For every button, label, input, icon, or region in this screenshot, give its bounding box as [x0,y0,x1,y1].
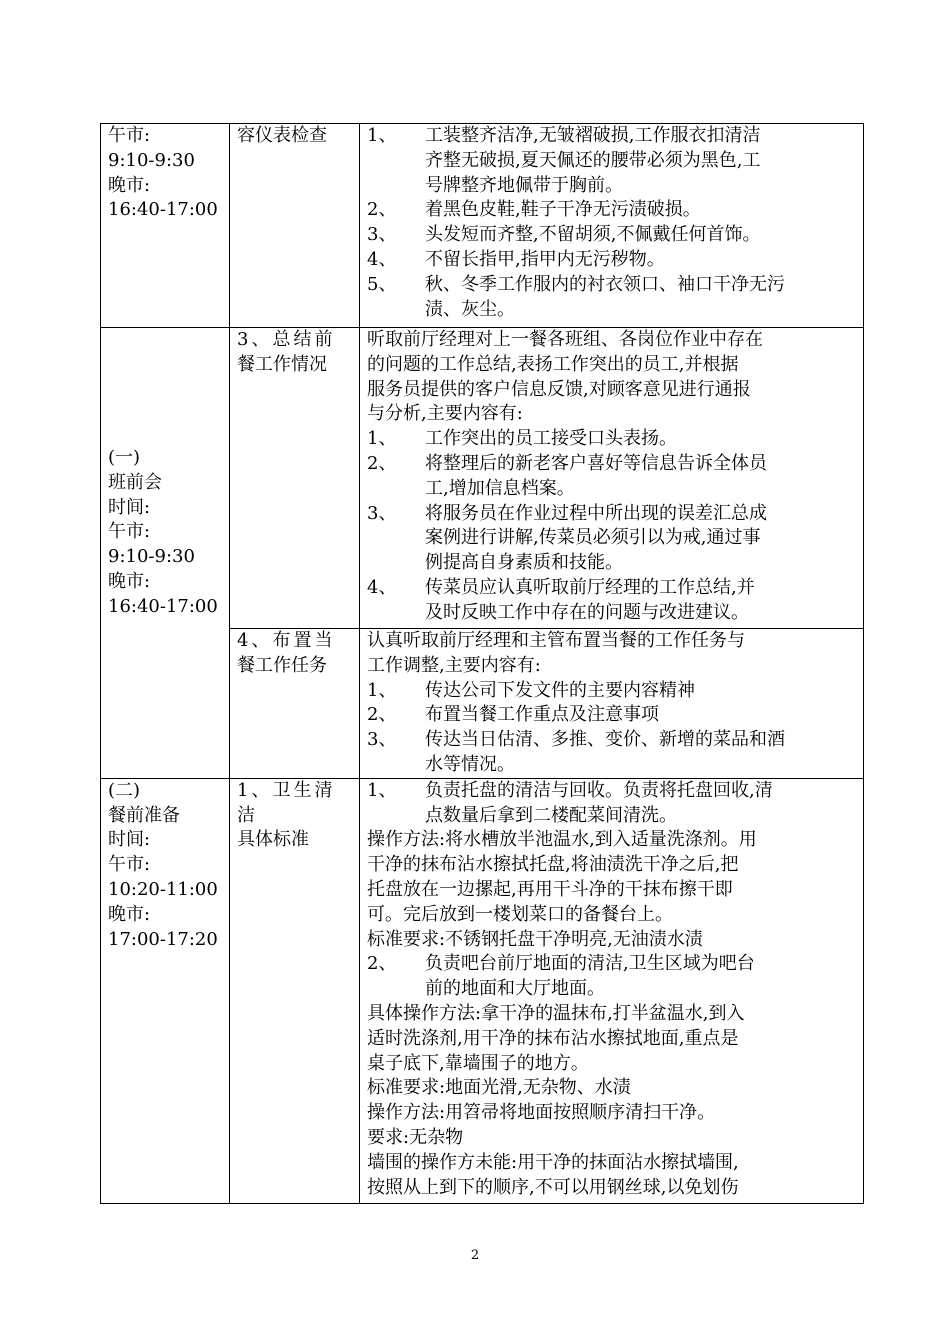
detail-text: 标准要求:不锈钢托盘干净明亮,无油渍水渍 [367,928,703,950]
list-item [367,124,857,198]
item-number: 3、 [367,729,397,751]
item-text: 着黑色皮鞋,鞋子干净无污渍破损。 [425,199,701,221]
list-item [367,248,857,273]
detail-cell [360,328,864,629]
cell-line: 午市: [108,521,151,543]
item-text: 头发短而齐整,不留胡须,不佩戴任何首饰。 [425,224,761,246]
detail-text: 适时洗涤剂,用干净的抹布沾水擦拭地面,重点是 [367,1027,739,1049]
detail-text: 可。完后放到一楼划菜口的备餐台上。 [367,903,673,925]
list-item [367,679,857,704]
task-title: 具体标准 [237,829,309,851]
task-cell [230,629,360,779]
item-number: 2、 [367,704,397,726]
task-title: 4、布置当 [237,630,336,651]
item-text: 负责托盘的清洁与回收。负责将托盘回收,清 [425,779,773,801]
cell-line: 17:00-17:20 [108,928,218,950]
cell-line: 餐前准备 [108,804,180,826]
item-text: 负责吧台前厅地面的清洁,卫生区域为吧台 [425,953,755,975]
task-cell [230,778,360,1203]
task-title: 容仪表检查 [237,125,327,146]
procedure-table [100,123,864,1204]
item-text: 及时反映工作中存在的问题与改进建议。 [425,601,749,623]
item-text: 例提高自身素质和技能。 [425,552,623,574]
cell-line: 10:20-11:00 [108,878,218,900]
cell-line: 晚市: [108,571,151,593]
item-text: 传达当日估清、多推、变价、新增的菜品和酒 [425,729,785,751]
item-text: 传达公司下发文件的主要内容精神 [425,679,695,701]
intro-text: 与分析,主要内容有: [367,403,523,425]
list-item [367,223,857,248]
detail-text: 托盘放在一边摞起,再用干斗净的干抹布擦干即 [367,878,733,900]
cell-line: 午市: [108,854,151,876]
detail-text: 操作方法:将水槽放半池温水,到入适量洗涤剂。用 [367,829,757,851]
cell-line: 16:40-17:00 [108,199,218,221]
list-item [367,198,857,223]
cell-line: 午市: [108,125,151,146]
intro-text: 工作调整,主要内容有: [367,654,541,676]
cell-line: 9:10-9:30 [108,546,195,568]
detail-cell [360,629,864,779]
detail-text: 要求:无杂物 [367,1126,464,1148]
cell-line: 时间: [108,829,151,851]
cell-line: 班前会 [108,471,162,493]
task-title: 洁 [237,804,255,826]
item-number: 5、 [367,273,397,295]
cell-line: 16:40-17:00 [108,595,218,617]
detail-text: 标准要求:地面光滑,无杂物、水渍 [367,1077,631,1099]
cell-line: (一) [108,447,141,469]
cell-line: 晚市: [108,174,151,196]
list-item [367,273,857,323]
item-number: 1、 [367,125,397,146]
session-cell [101,328,230,779]
item-text: 工装整齐洁净,无皱褶破损,工作服衣扣清洁 [425,125,761,146]
item-number: 1、 [367,779,397,801]
detail-text: 操作方法:用笤帚将地面按照顺序清扫干净。 [367,1102,716,1124]
list-item [367,728,857,778]
item-number: 4、 [367,576,397,598]
cell-line: 9:10-9:30 [108,149,195,171]
item-text: 将整理后的新老客户喜好等信息告诉全体员 [425,452,767,474]
cell-line: 时间: [108,496,151,518]
intro-text: 听取前厅经理对上一餐各班组、各岗位作业中存在 [367,329,763,350]
session-cell [101,778,230,1203]
cell-line: (二) [108,779,141,801]
item-text: 将服务员在作业过程中所出现的误差汇总成 [425,502,767,524]
list-item [367,576,857,626]
item-text: 秋、冬季工作服内的衬衣领口、袖口干净无污 [425,273,785,295]
item-text: 前的地面和大厅地面。 [425,978,605,1000]
detail-text: 桌子底下,靠墙围子的地方。 [367,1052,589,1074]
task-cell [230,328,360,629]
item-number: 1、 [367,428,397,450]
task-title: 餐工作任务 [237,654,327,676]
item-text: 案例进行讲解,传菜员必须引以为戒,通过事 [425,527,761,549]
list-item [367,952,857,1002]
item-number: 3、 [367,502,397,524]
item-text: 工,增加信息档案。 [425,477,575,499]
detail-cell [360,124,864,328]
table-row [101,778,864,1203]
list-item [367,502,857,576]
item-text: 点数量后拿到二楼配菜间清洗。 [425,804,677,826]
task-title: 3、总结前 [237,329,336,350]
time-cell [101,124,230,328]
item-text: 传菜员应认真听取前厅经理的工作总结,并 [425,576,755,598]
item-number: 1、 [367,679,397,701]
page-number: 2 [470,1248,480,1263]
detail-text: 具体操作方法:拿干净的温抹布,打半盆温水,到入 [367,1002,745,1024]
task-cell [230,124,360,328]
item-text: 号牌整齐地佩带于胸前。 [425,174,623,196]
list-item [367,452,857,502]
detail-text: 干净的抹布沾水擦拭托盘,将油渍洗干净之后,把 [367,854,739,876]
item-text: 不留长指甲,指甲内无污秽物。 [425,248,665,270]
intro-text: 的问题的工作总结,表扬工作突出的员工,并根据 [367,353,739,375]
task-title: 1、卫生清 [237,779,336,801]
item-text: 布置当餐工作重点及注意事项 [425,704,659,726]
intro-text: 服务员提供的客户信息反馈,对顾客意见进行通报 [367,378,751,400]
table-row [101,124,864,328]
item-number: 3、 [367,224,397,246]
item-text: 水等情况。 [425,753,515,775]
item-text: 渍、灰尘。 [425,298,515,320]
item-text: 工作突出的员工接受口头表扬。 [425,428,677,450]
item-number: 2、 [367,953,397,975]
cell-line: 晚市: [108,903,151,925]
list-item [367,779,857,829]
item-text: 齐整无破损,夏天佩还的腰带必须为黑色,工 [425,149,761,171]
detail-text: 按照从上到下的顺序,不可以用钢丝球,以免划伤 [367,1176,739,1198]
item-number: 2、 [367,199,397,221]
detail-text: 墙围的操作方未能:用干净的抹面沾水擦拭墙围, [367,1151,739,1173]
detail-cell [360,778,864,1203]
list-item [367,427,857,452]
item-number: 2、 [367,452,397,474]
table-row [101,328,864,629]
intro-text: 认真听取前厅经理和主管布置当餐的工作任务与 [367,630,745,651]
task-title: 餐工作情况 [237,353,327,375]
list-item [367,703,857,728]
item-number: 4、 [367,248,397,270]
